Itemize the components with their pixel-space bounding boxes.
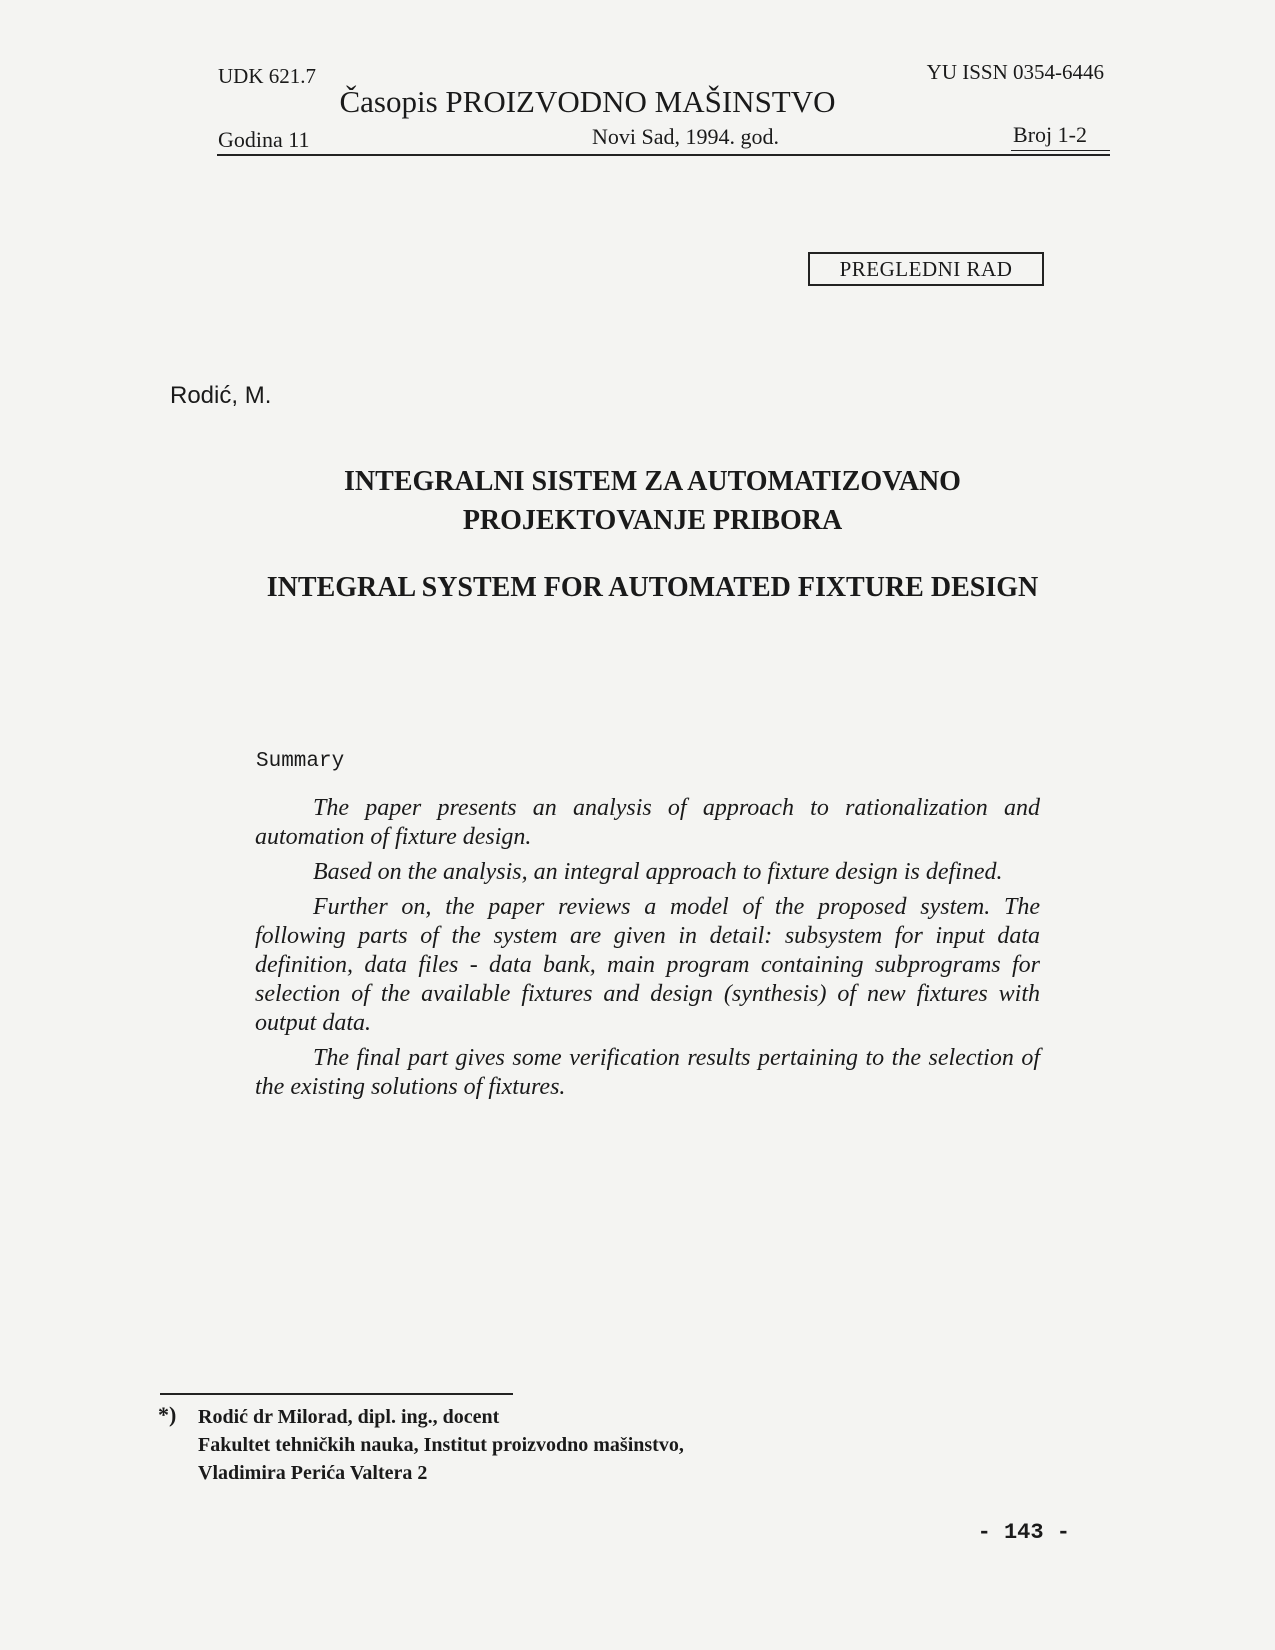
journal-title: Časopis PROIZVODNO MAŠINSTVO: [339, 84, 836, 119]
header-divider: [217, 154, 1110, 156]
issue-underline: [1011, 150, 1110, 151]
footnote-marker: *): [158, 1402, 177, 1427]
issue-number: Broj 1-2: [1013, 122, 1087, 147]
footnote-institution: Fakultet tehničkih nauka, Institut proizvodno mašinstvo,: [198, 1434, 684, 1456]
title-serbian-line-2: PROJEKTOVANJE PRIBORA: [462, 505, 843, 536]
summary-heading: Summary: [256, 750, 345, 773]
title-serbian-line-1: INTEGRALNI SISTEM ZA AUTOMATIZOVANO: [344, 466, 961, 497]
author-name: Rodić, M.: [170, 382, 272, 409]
title-serbian: [0, 462, 1275, 540]
footnote-text: [198, 1403, 684, 1487]
title-english: INTEGRAL SYSTEM FOR AUTOMATED FIXTURE DESIGN: [266, 572, 1039, 603]
paper-type-box: PREGLEDNI RAD: [808, 252, 1044, 286]
summary-paragraph: The paper presents an analysis of approach to rationalization and automation of fixture design.: [255, 795, 1040, 850]
udk-code: UDK 621.7: [218, 64, 316, 88]
footnote-divider: [160, 1393, 513, 1395]
page-number: - 143 -: [977, 1520, 1070, 1545]
summary-body: [255, 794, 1040, 1108]
summary-paragraph: Based on the analysis, an integral approach to fixture design is defined.: [313, 859, 1003, 885]
footnote-author: Rodić dr Milorad, dipl. ing., docent: [198, 1406, 500, 1428]
journal-year: Godina 11: [218, 127, 310, 152]
issn-number: YU ISSN 0354-6446: [926, 60, 1104, 84]
summary-paragraph: The final part gives some verification results pertaining to the selection of the existing solutions of fixtures.: [255, 1045, 1040, 1100]
footnote-address: Vladimira Perića Valtera 2: [198, 1462, 428, 1484]
publication-place-date: Novi Sad, 1994. god.: [592, 124, 779, 149]
summary-paragraph: Further on, the paper reviews a model of the proposed system. The following parts of the system are given in detail: subsystem for input data definition, data files - data bank, main program containing subprograms for selection of the available fixtures and design (synthesis) of new fixtures with output data.: [255, 894, 1040, 1036]
